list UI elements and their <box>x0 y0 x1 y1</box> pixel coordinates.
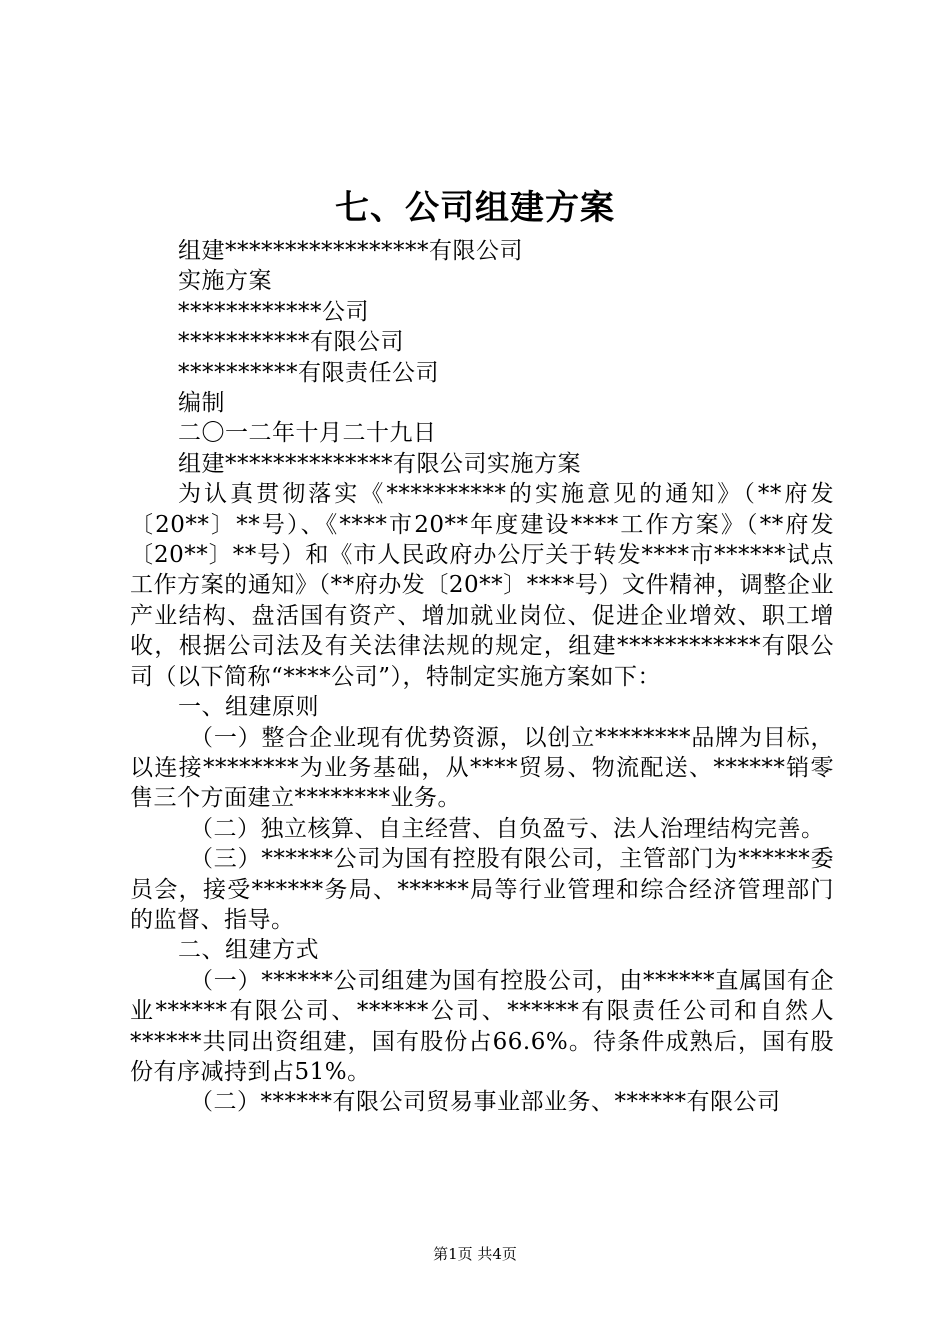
section-item: （三）******公司为国有控股有限公司，主管部门为******委员会，接受******务局、******局等行业管理和综合经济管理部门的监督、指导。 <box>130 846 834 933</box>
cover-line: ***********有限公司 <box>178 329 404 356</box>
page-footer: 第1页 共4页 <box>433 1245 517 1263</box>
document-body <box>130 236 834 1118</box>
cover-line: ************公司 <box>178 298 369 325</box>
cover-line: 二〇一二年十月二十九日 <box>178 420 437 447</box>
section-heading: 一、组建原则 <box>178 694 319 721</box>
intro-paragraph: 为认真贯彻落实《**********的实施意见的通知》（**府发〔20**〕**号）、《****市20**年度建设****工作方案》（**府发〔20**〕**号）和《市人民政府办公厅关于转发****市******试点工作方案的通知》（**府办发〔20**〕****号）文件精神，调整企业产业结构、盘活国有资产、增加就业岗位、促进企业增效、职工增收，根据公司法及有关法律法规的规定，组建************有限公司（以下简称“****公司”），特制定实施方案如下： <box>130 481 834 690</box>
section-item: （一）整合企业现有优势资源，以创立********品牌为目标，以连接********为业务基础，从****贸易、物流配送、******销零售三个方面建立********业务。 <box>130 724 834 812</box>
section-item: （二）******有限公司贸易事业部业务、******有限公司 <box>190 1089 781 1116</box>
cover-line: 实施方案 <box>178 268 272 295</box>
cover-line: 组建*****************有限公司 <box>178 238 523 264</box>
document-title: 七、公司组建方案 <box>335 188 615 228</box>
section-heading: 二、组建方式 <box>178 937 319 964</box>
section-item: （二）独立核算、自主经营、自负盈亏、法人治理结构完善。 <box>190 815 825 842</box>
cover-line: 组建**************有限公司实施方案 <box>178 450 581 477</box>
cover-line: 编制 <box>178 390 225 417</box>
cover-line: **********有限责任公司 <box>178 359 439 386</box>
section-item: （一）******公司组建为国有控股公司，由******直属国有企业******有限公司、******公司、******有限责任公司和自然人******共同出资组建，国有股份占66.6%。待条件成熟后，国有股份有序减持到占51%。 <box>130 967 834 1085</box>
